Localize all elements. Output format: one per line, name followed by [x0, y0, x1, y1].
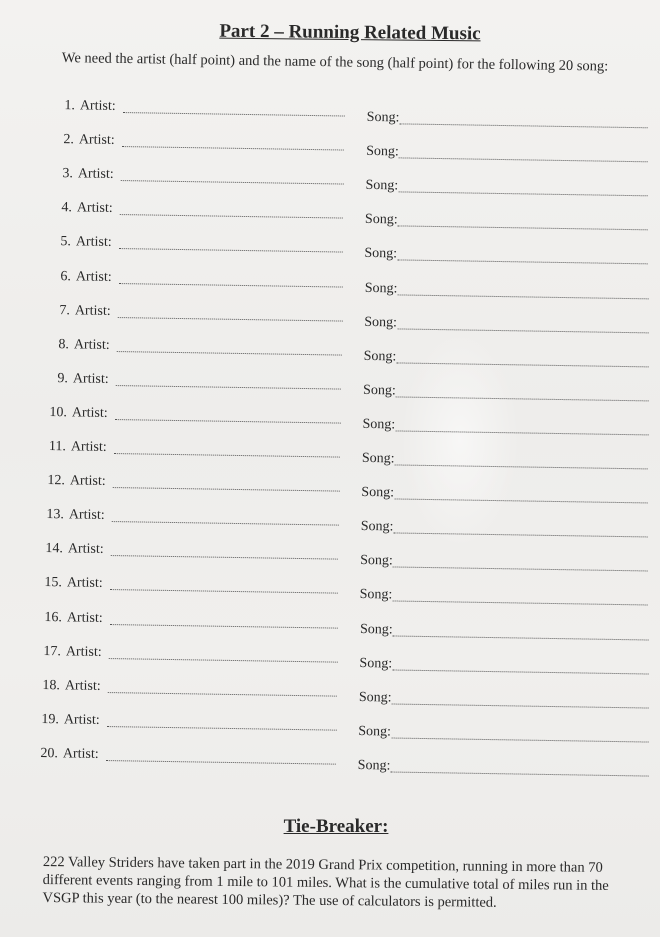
artist-answer-line[interactable]: [108, 658, 337, 663]
question-row: [43, 610, 653, 644]
artist-label: Artist:: [70, 439, 107, 455]
question-row: [52, 269, 660, 303]
artist-label: Artist:: [68, 541, 105, 558]
question-row: [55, 166, 660, 200]
artist-answer-line[interactable]: [110, 589, 338, 594]
question-row: [45, 541, 655, 575]
artist-label: Artist:: [77, 166, 114, 183]
question-number: 15.: [44, 575, 63, 591]
artist-label: Artist:: [78, 132, 115, 149]
artist-label: Artist:: [77, 200, 114, 217]
question-row: [51, 303, 660, 337]
song-answer-line[interactable]: [396, 362, 648, 367]
song-answer-line[interactable]: [394, 533, 648, 538]
question-number: 16.: [43, 609, 62, 625]
song-answer-line[interactable]: [392, 669, 648, 674]
artist-answer-line[interactable]: [113, 487, 340, 492]
question-number: 9.: [57, 370, 68, 387]
song-answer-line[interactable]: [393, 635, 649, 640]
song-label: Song:: [361, 450, 395, 467]
artist-answer-line[interactable]: [108, 692, 337, 697]
artist-label: Artist:: [69, 473, 106, 490]
question-row: [47, 473, 657, 507]
song-answer-line[interactable]: [395, 430, 648, 435]
question-row: [53, 234, 660, 268]
song-answer-line[interactable]: [392, 703, 649, 708]
song-label: Song:: [358, 723, 392, 740]
song-label: Song:: [364, 246, 398, 262]
artist-answer-line[interactable]: [109, 624, 337, 629]
question-row: [57, 98, 660, 132]
song-answer-line[interactable]: [400, 123, 648, 128]
artist-answer-line[interactable]: [123, 112, 345, 116]
song-label: Song:: [364, 280, 398, 296]
song-label: Song:: [363, 314, 397, 331]
artist-label: Artist:: [63, 712, 100, 728]
artist-answer-line[interactable]: [116, 385, 341, 390]
artist-answer-line[interactable]: [119, 248, 343, 253]
tiebreaker-title: Tie-Breaker:: [283, 816, 389, 837]
question-row: [40, 746, 650, 780]
question-row: [42, 644, 652, 678]
question-row: [44, 575, 654, 609]
artist-label: Artist:: [64, 678, 101, 694]
question-number: 7.: [58, 302, 70, 318]
question-number: 4.: [61, 200, 73, 216]
question-row: [49, 405, 659, 439]
song-answer-line[interactable]: [397, 294, 648, 299]
song-label: Song:: [358, 689, 392, 706]
song-label: Song:: [366, 143, 400, 160]
question-number: 14.: [45, 541, 64, 557]
question-number: 3.: [62, 166, 74, 182]
song-answer-line[interactable]: [398, 226, 648, 231]
artist-label: Artist:: [71, 405, 108, 421]
song-label: Song:: [365, 178, 399, 194]
song-label: Song:: [359, 655, 392, 672]
artist-label: Artist:: [74, 302, 111, 319]
song-label: Song:: [362, 382, 396, 399]
question-row: [41, 712, 651, 746]
artist-label: Artist:: [72, 371, 109, 387]
question-number: 18.: [42, 677, 60, 693]
artist-label: Artist:: [76, 234, 113, 251]
song-answer-line[interactable]: [391, 737, 648, 742]
artist-label: Artist:: [67, 575, 104, 592]
question-number: 1.: [64, 98, 75, 114]
song-answer-line[interactable]: [397, 328, 648, 333]
artist-answer-line[interactable]: [106, 760, 336, 765]
song-answer-line[interactable]: [394, 499, 648, 504]
tiebreaker-line: VSGP this year (to the nearest 100 miles)? The use of calculators is permitted.: [42, 889, 497, 911]
question-row: [41, 678, 651, 712]
song-answer-line[interactable]: [396, 396, 648, 401]
song-answer-line[interactable]: [398, 260, 648, 265]
question-number: 10.: [49, 404, 67, 421]
song-answer-line[interactable]: [399, 192, 648, 197]
tiebreaker-line: 222 Valley Striders have taken part in the 2019 Grand Prix competition, running in more than 70: [42, 853, 603, 876]
question-row: [49, 371, 659, 405]
song-label: Song:: [366, 109, 400, 126]
question-row: [46, 507, 656, 541]
artist-answer-line[interactable]: [117, 317, 342, 322]
artist-label: Artist:: [65, 643, 102, 660]
song-answer-line[interactable]: [399, 157, 648, 162]
artist-label: Artist:: [75, 268, 112, 285]
question-number: 5.: [60, 234, 72, 250]
question-row: [48, 439, 658, 473]
song-label: Song:: [359, 621, 393, 637]
question-number: 2.: [63, 132, 75, 148]
page-title: Part 2 – Running Related Music: [219, 20, 481, 45]
song-label: Song:: [363, 348, 397, 365]
artist-label: Artist:: [66, 609, 103, 626]
artist-answer-line[interactable]: [115, 419, 341, 424]
song-answer-line[interactable]: [391, 771, 649, 776]
song-answer-line[interactable]: [393, 601, 648, 606]
artist-answer-line[interactable]: [114, 453, 340, 458]
question-number: 20.: [40, 745, 58, 762]
song-answer-line[interactable]: [393, 567, 648, 572]
question-number: 12.: [47, 473, 66, 489]
song-label: Song:: [365, 212, 399, 228]
question-number: 8.: [57, 336, 69, 352]
artist-answer-line[interactable]: [121, 180, 344, 184]
tiebreaker-question: [42, 853, 643, 913]
song-label: Song:: [360, 519, 394, 535]
question-number: 6.: [59, 268, 71, 284]
question-number: 17.: [42, 643, 61, 659]
question-number: 19.: [41, 711, 59, 728]
song-label: Song:: [362, 416, 396, 433]
artist-label: Artist:: [62, 746, 99, 762]
artist-answer-line[interactable]: [112, 521, 339, 526]
artist-answer-line[interactable]: [122, 146, 344, 150]
artist-label: Artist:: [69, 507, 106, 524]
song-answer-line[interactable]: [395, 464, 648, 469]
artist-answer-line[interactable]: [117, 351, 342, 356]
question-number: 13.: [46, 507, 65, 523]
question-number: 11.: [48, 439, 67, 455]
artist-label: Artist:: [79, 98, 116, 114]
question-row: [54, 200, 660, 234]
instructions-text: We need the artist (half point) and the name of the song (half point) for the following 20 song:: [61, 50, 609, 75]
song-label: Song:: [359, 587, 393, 603]
artist-answer-line[interactable]: [111, 555, 338, 560]
artist-answer-line[interactable]: [118, 283, 342, 288]
song-label: Song:: [360, 553, 394, 569]
tiebreaker-line: different events ranging from 1 mile to 101 miles. What is the cumulative total of miles run in the: [42, 871, 609, 894]
song-label: Song:: [361, 485, 395, 501]
question-row: [56, 132, 660, 166]
question-row: [50, 337, 660, 371]
artist-answer-line[interactable]: [120, 214, 343, 219]
artist-answer-line[interactable]: [107, 726, 337, 731]
song-label: Song:: [357, 757, 391, 774]
artist-label: Artist:: [73, 337, 110, 353]
